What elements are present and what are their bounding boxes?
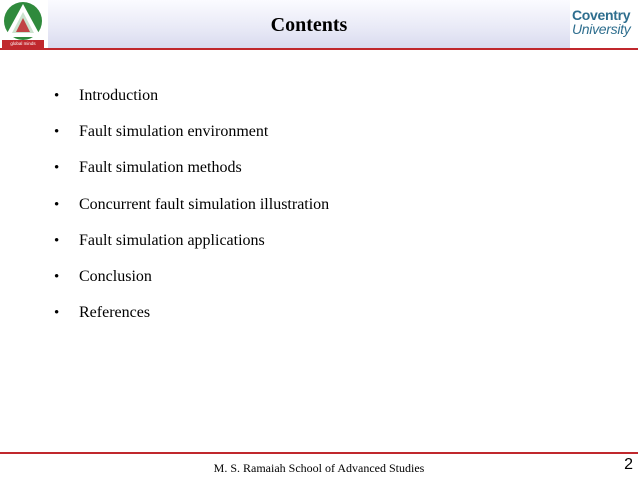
bullet-icon: • — [54, 196, 60, 213]
list-item — [54, 86, 329, 122]
list-item-text: Fault simulation environment — [79, 123, 269, 141]
list-item — [54, 303, 329, 339]
list-item-text: Concurrent fault simulation illustration — [79, 195, 330, 213]
list-item-text: Conclusion — [79, 267, 152, 285]
footer-institution: M. S. Ramaiah School of Advanced Studies — [213, 461, 425, 475]
list-item-text: Fault simulation applications — [79, 231, 265, 249]
coventry-logo — [572, 8, 634, 44]
list-item-text: Fault simulation methods — [79, 159, 242, 177]
list-item — [54, 158, 329, 194]
list-item-text: Introduction — [79, 87, 159, 104]
page-number: 2 — [624, 456, 633, 473]
bullet-icon: • — [54, 305, 60, 322]
list-item — [54, 195, 329, 231]
coventry-logo-line1: Coventry — [572, 7, 631, 23]
list-item-text: References — [79, 304, 151, 322]
ramaiah-logo — [0, 0, 46, 48]
contents-list — [54, 86, 329, 339]
bullet-icon: • — [54, 88, 60, 104]
list-item — [54, 231, 329, 267]
page-title: Contents — [270, 14, 348, 36]
bullet-icon: • — [54, 232, 60, 249]
header-divider — [0, 48, 638, 50]
bullet-icon: • — [54, 268, 60, 285]
ramaiah-triangle-logo-icon — [0, 0, 46, 42]
bullet-icon: • — [54, 160, 60, 177]
coventry-logo-line2: University — [572, 21, 631, 37]
list-item — [54, 267, 329, 303]
list-item — [54, 122, 329, 158]
logo-tagline: global minds — [2, 40, 44, 48]
bullet-icon: • — [54, 124, 60, 141]
footer-divider — [0, 452, 638, 454]
